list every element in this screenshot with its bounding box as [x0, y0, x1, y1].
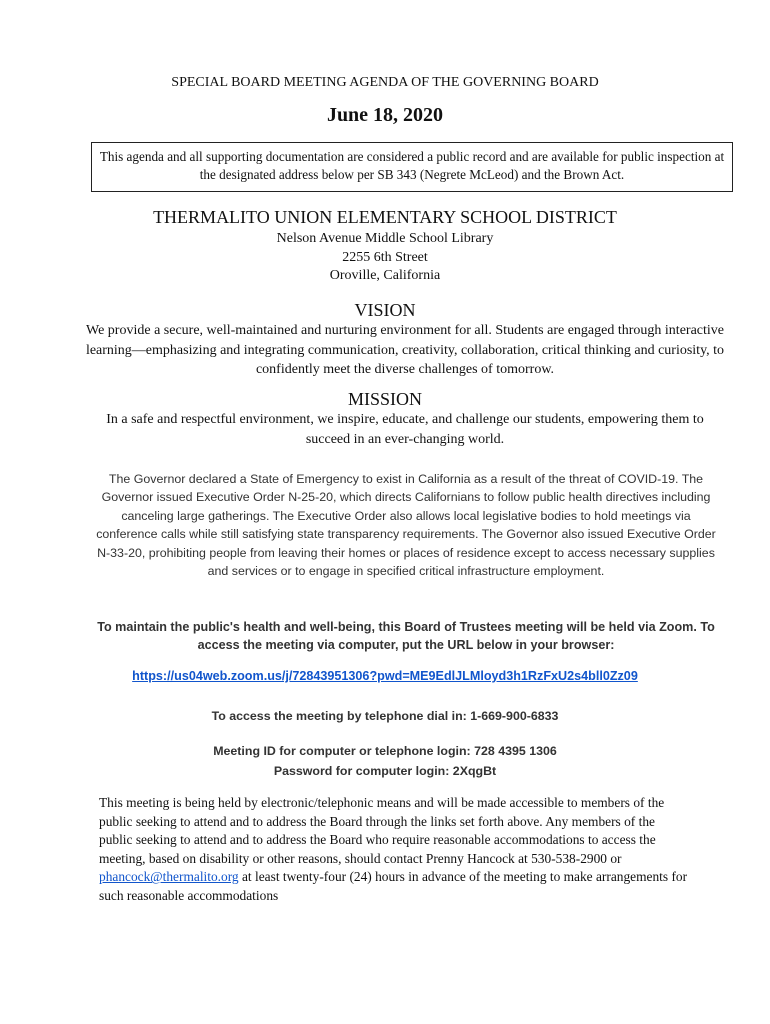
street-address: 2255 6th Street — [342, 249, 428, 265]
accessibility-notice — [99, 794, 689, 906]
city-state: Oroville, California — [329, 268, 441, 283]
telephone-dial-in: To access the meeting by telephone dial in: 1-669-900-6833 — [211, 709, 559, 723]
meeting-credentials — [0, 742, 770, 781]
password-line: Password for computer login: 2XqgBt — [273, 763, 497, 778]
meeting-date: June 18, 2020 — [326, 104, 444, 126]
accessibility-notice-text: This meeting is being held by electronic/telephonic means and will be made accessible to members of the public seeking to attend and to address the Board through the links set forth above. Any members of the public seeking to attend and to address the Board who require reasonable accommodations to access the meeting, based on disability or other reasons, should contact Prenny Hancock at 530-538-2900 or — [99, 795, 665, 866]
public-record-notice — [91, 142, 733, 192]
meeting-id-line: Meeting ID for computer or telephone login: 728 4395 1306 — [213, 744, 557, 758]
agenda-title: SPECIAL BOARD MEETING AGENDA OF THE GOVERNING BOARD — [171, 75, 599, 90]
district-name: THERMALITO UNION ELEMENTARY SCHOOL DISTRICT — [153, 207, 617, 227]
venue-name: Nelson Avenue Middle School Library — [276, 231, 494, 246]
zoom-meeting-link[interactable]: https://us04web.zoom.us/j/72843951306?pwd=ME9EdlJLMloyd3h1RzFxU2s4bll0Zz09 — [132, 669, 638, 683]
zoom-instructions: To maintain the public's health and well-being, this Board of Trustees meeting will be held via Zoom. To access the meeting via computer, put the URL below in your browser: — [97, 620, 715, 652]
accessibility-notice-closing: at least twenty-four (24) hours in advance of the meeting to make arrangements for such reasonable accommodations — [99, 869, 688, 903]
public-record-notice-text: This agenda and all supporting documentation are considered a public record and are available for public inspection at the designated address below per SB 343 (Negrete McLeod) and the Brown Act. — [99, 149, 725, 182]
covid-emergency-notice: The Governor declared a State of Emergency to exist in California as a result of the threat of COVID-19. The Governor issued Executive Order N-25-20, which directs Californians to follow public health directives including canceling large gatherings. The Executive Order also allows local legislative bodies to hold meetings via conference calls while still satisfying state transparency requirements. The Governor also issued Executive Order N-33-20, prohibiting people from leaving their homes or places of residence except to access necessary supplies and services or to engage in specified critical infrastructure employment. — [96, 472, 716, 579]
contact-email-link[interactable]: phancock@thermalito.org — [99, 869, 239, 885]
mission-heading: MISSION — [347, 389, 422, 409]
meeting-location — [0, 230, 770, 286]
vision-text: We provide a secure, well-maintained and nurturing environment for all. Students are engaged through interactive learning—emphasizing and integrating communication, creativity, collaboration, critical thinking and curiosity, to confidently meet the diverse challenges of tomorrow. — [85, 323, 725, 377]
vision-heading: VISION — [354, 300, 416, 320]
mission-text: In a safe and respectful environment, we inspire, educate, and challenge our students, empowering them to succeed in an ever-changing world. — [106, 412, 704, 447]
